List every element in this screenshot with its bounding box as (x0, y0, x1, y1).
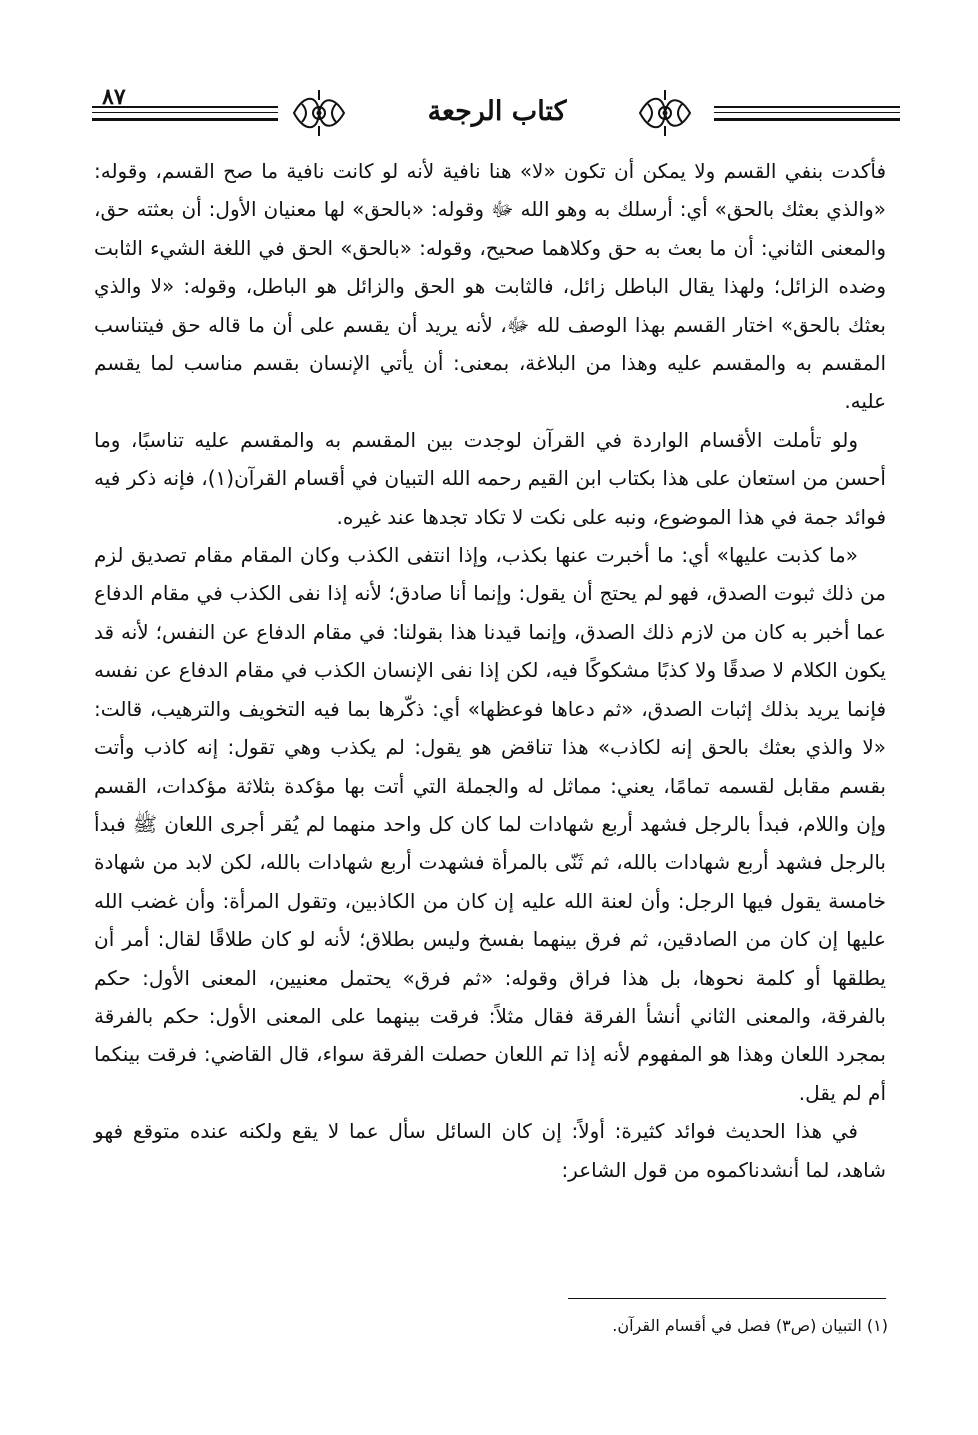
paragraph-1: فأكدت بنفي القسم ولا يمكن أن تكون «لا» هنا نافية لأنه لو كانت نافية ما صح القسم، وقوله: «والذي بعثك بالحق» أي: أرسلك به وهو الله ﷻ وقوله: «بالحق» لها معنيان الأول: أن بعثته حق، والمعنى الثاني: أن ما بعث به حق وكلاهما صحيح، وقوله: «بالحق» الحق في اللغة الشيء الثابت وضده الزائل؛ ولهذا يقال الباطل زائل، فالثابت هو الحق والزائل هو الباطل، وقوله: «لا والذي بعثك بالحق» اختار القسم بهذا الوصف لله ﷻ، لأنه يريد أن يقسم على أن ما قاله حق فيتناسب المقسم به والمقسم عليه وهذا من البلاغة، بمعنى: أن يأتي الإنسان بقسم مناسب لما يقسم عليه. (94, 159, 886, 414)
paragraph-2: ولو تأملت الأقسام الواردة في القرآن لوجدت بين المقسم به والمقسم عليه تناسبًا، وما أحسن من استعان على هذا بكتاب ابن القيم رحمه الله التبيان في أقسام القرآن(١)، فإنه ذكر فيه فوائد جمة في هذا الموضوع، ونبه على نكت لا تكاد تجدها عند غيره. (94, 427, 886, 529)
header-rule-left-thin (92, 112, 278, 113)
ornament-right-icon (634, 86, 696, 140)
header-rule-left-thick (92, 118, 278, 121)
paragraph-4: في هذا الحديث فوائد كثيرة: أولاً: إن كان السائل سأل عما لا يقع ولكنه عنده متوقع فهو شاهد، لما أنشدناكموه من قول الشاعر: (94, 1119, 886, 1182)
header-rule-left (92, 106, 278, 108)
header-rule-right-thin (714, 112, 900, 113)
footnote: (١) التبيان (ص٣) فصل في أقسام القرآن. (612, 1316, 888, 1335)
footnote-separator (568, 1298, 886, 1299)
header-title: كتاب الرجعة (427, 96, 567, 127)
header-rule-right (714, 106, 900, 108)
ornament-left-icon (288, 86, 350, 140)
page-number: ٨٧ (102, 84, 126, 110)
main-text (94, 152, 886, 1189)
header-rule-right-thick (714, 118, 900, 121)
page-header (92, 84, 892, 154)
paragraph-3: «ما كذبت عليها» أي: ما أخبرت عنها بكذب، وإذا انتفى الكذب وكان المقام مقام تصديق لزم من ذلك ثبوت الصدق، فهو لم يحتج أن يقول: وإنما أنا صادق؛ لأنه إذا نفى الكذب في مقام الدفاع عما أخبر به كان من لازم ذلك الصدق، وإنما قيدنا هذا بقولنا: في مقام الدفاع عن النفس؛ لأنه قد يكون الكلام لا صدقًا ولا كذبًا مشكوكًا فيه، لكن إذا نفى الإنسان الكذب في مقام الدفاع عن نفسه فإنما يريد بذلك إثبات الصدق، «ثم دعاها فوعظها» أي: ذكّرها بما فيه التخويف والترهيب، قالت: «لا والذي بعثك بالحق إنه لكاذب» هذا تناقض هو يقول: لم يكذب وهي تقول: إنه كاذب وأتت بقسم مقابل لقسمه تمامًا، يعني: مماثل له والجملة التي أتت بها مؤكدة بثلاثة مؤكدات، القسم وإن واللام، فبدأ بالرجل فشهد أربع شهادات لما كان كل واحد منهما لم يُقر أجرى اللعان ﷺ فبدأ بالرجل فشهد أربع شهادات بالله، ثم ثَنّى بالمرأة فشهدت أربع شهادات بالله، لكن لابد من شهادة خامسة يقول فيها الرجل: وأن لعنة الله عليه إن كان من الكاذبين، وتقول المرأة: وأن غضب الله عليها إن كان من الصادقين، ثم فرق بينهما بفسخ وليس بطلاق؛ لأنه لو كان طلاقًا لقال: أمر أن يطلقها أو كلمة نحوها، بل هذا فراق وقوله: «ثم فرق» يحتمل معنيين، المعنى الأول: حكم بالفرقة، والمعنى الثاني أنشأ الفرقة فقال مثلاً: فرقت بينهما على المعنى الأول: حكم بالفرقة بمجرد اللعان وهذا هو المفهوم لأنه إذا تم اللعان حصلت الفرقة سواء، قال القاضي: فرقت بينكما أم لم يقل. (94, 543, 886, 1105)
